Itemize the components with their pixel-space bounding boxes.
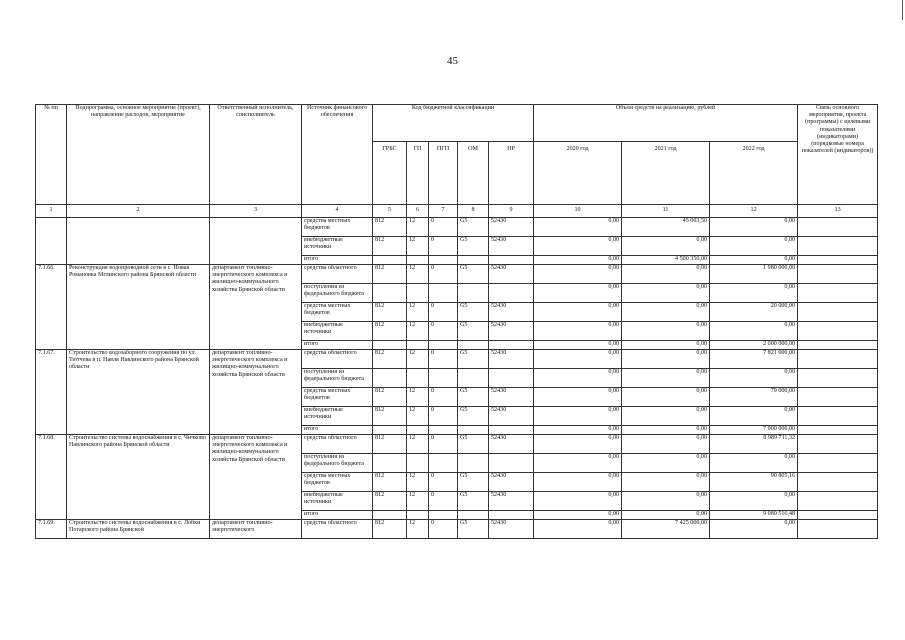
cell-gp <box>407 454 429 473</box>
cell-source: внебюджетные источники <box>302 492 373 511</box>
cell-2022: 0,00 <box>710 454 798 473</box>
cell-source: поступления из федерального бюджета <box>302 454 373 473</box>
col-header-volume: Объем средств на реализацию, рублей <box>534 105 798 142</box>
cell-pgp: 0 <box>429 520 458 539</box>
col-number: 8 <box>458 205 489 218</box>
cell-2022: 90 805,16 <box>710 473 798 492</box>
cell-om: G5 <box>458 218 489 237</box>
col-header-2020: 2020 год <box>534 142 622 205</box>
cell-source: средства местных бюджетов <box>302 218 373 237</box>
cell-om <box>458 256 489 265</box>
table-row <box>36 350 878 369</box>
cell-2021: 45 003,50 <box>622 218 710 237</box>
table-row <box>36 435 878 454</box>
col-header-pgp: ПГП <box>429 142 458 205</box>
cell-link <box>798 369 878 388</box>
cell-2020: 0,00 <box>534 218 622 237</box>
cell-gp <box>407 256 429 265</box>
cell-om <box>458 341 489 350</box>
cell-2022: 2 000 000,00 <box>710 341 798 350</box>
cell-link <box>798 256 878 265</box>
cell-2020: 0,00 <box>534 473 622 492</box>
cell-om <box>458 284 489 303</box>
cell-grbs <box>373 511 407 520</box>
cell-2022: 0,00 <box>710 407 798 426</box>
cell-pgp: 0 <box>429 473 458 492</box>
cell-2022: 7 900 000,00 <box>710 426 798 435</box>
cell-grbs: 812 <box>373 322 407 341</box>
cell-gp <box>407 284 429 303</box>
cell-name: Строительство водозаборного сооружения по ул. Тютчева в п. Навля Навлинского района Брянской области <box>67 350 210 435</box>
cell-source: внебюджетные источники <box>302 407 373 426</box>
cell-2021: 7 425 000,00 <box>622 520 710 539</box>
cell-grbs <box>373 256 407 265</box>
cell-np: 52430 <box>489 218 534 237</box>
cell-2021: 0,00 <box>622 303 710 322</box>
cell-grbs: 812 <box>373 388 407 407</box>
cell-gp: 12 <box>407 520 429 539</box>
cell-pgp <box>429 426 458 435</box>
cell-np: 52430 <box>489 350 534 369</box>
cell-name: Строительство системы водоснабжения в с. Лобки Погарского района Брянской <box>67 520 210 539</box>
cell-np <box>489 511 534 520</box>
cell-om: G5 <box>458 237 489 256</box>
cell-source: итого <box>302 256 373 265</box>
cell-gp: 12 <box>407 218 429 237</box>
cell-2020: 0,00 <box>534 284 622 303</box>
cell-grbs: 812 <box>373 218 407 237</box>
cell-gp: 12 <box>407 303 429 322</box>
cell-responsible: департамент топливно-энергетического комплекса и жилищно-коммунального хозяйства Брянской области <box>210 350 302 435</box>
cell-np: 52430 <box>489 520 534 539</box>
cell-2022: 8 989 711,32 <box>710 435 798 454</box>
cell-2020: 0,00 <box>534 511 622 520</box>
cell-grbs: 812 <box>373 492 407 511</box>
cell-link <box>798 435 878 454</box>
cell-source: средства местных бюджетов <box>302 388 373 407</box>
cell-pgp: 0 <box>429 237 458 256</box>
cell-np <box>489 426 534 435</box>
cell-source: средства областного <box>302 350 373 369</box>
cell-2021: 0,00 <box>622 284 710 303</box>
cell-gp: 12 <box>407 407 429 426</box>
cell-om <box>458 454 489 473</box>
cell-grbs: 812 <box>373 435 407 454</box>
cell-2021: 0,00 <box>622 341 710 350</box>
cell-link <box>798 520 878 539</box>
cell-2022: 0,00 <box>710 284 798 303</box>
cell-pgp <box>429 284 458 303</box>
cell-2020: 0,00 <box>534 237 622 256</box>
cell-link <box>798 284 878 303</box>
cell-2022: 0,00 <box>710 322 798 341</box>
cell-2022: 0,00 <box>710 369 798 388</box>
cell-2020: 0,00 <box>534 435 622 454</box>
cell-name: Строительство системы водоснабжения в с. Чичково Навлинского района Брянской области <box>67 435 210 520</box>
col-number: 13 <box>798 205 878 218</box>
cell-2020: 0,00 <box>534 426 622 435</box>
cell-2022: 0,00 <box>710 237 798 256</box>
table-row <box>36 218 878 237</box>
cell-no <box>36 218 67 265</box>
cell-2021: 0,00 <box>622 435 710 454</box>
cell-source: средства местных бюджетов <box>302 473 373 492</box>
cell-name <box>67 218 210 265</box>
cell-gp: 12 <box>407 322 429 341</box>
cell-source: поступления из федерального бюджета <box>302 284 373 303</box>
cell-source: внебюджетные источники <box>302 237 373 256</box>
table-row <box>36 265 878 284</box>
cell-om: G5 <box>458 265 489 284</box>
col-header-2022: 2022 год <box>710 142 798 205</box>
col-number: 6 <box>407 205 429 218</box>
cell-source: поступления из федерального бюджета <box>302 369 373 388</box>
col-header-grbs: ГРБС <box>373 142 407 205</box>
cell-pgp <box>429 256 458 265</box>
cell-grbs <box>373 454 407 473</box>
cell-2022: 7 821 000,00 <box>710 350 798 369</box>
cell-link <box>798 388 878 407</box>
cell-source: внебюджетные источники <box>302 322 373 341</box>
table-row <box>36 520 878 539</box>
cell-grbs: 812 <box>373 237 407 256</box>
cell-om <box>458 426 489 435</box>
cell-pgp: 0 <box>429 435 458 454</box>
cell-om: G5 <box>458 435 489 454</box>
column-number-row <box>36 205 878 218</box>
cell-2021: 0,00 <box>622 454 710 473</box>
cell-np: 52430 <box>489 435 534 454</box>
cell-pgp: 0 <box>429 407 458 426</box>
cell-grbs: 812 <box>373 473 407 492</box>
cell-2021: 0,00 <box>622 426 710 435</box>
table-body <box>36 218 878 539</box>
cell-2020: 0,00 <box>534 303 622 322</box>
cell-2020: 0,00 <box>534 369 622 388</box>
cell-om: G5 <box>458 407 489 426</box>
cell-pgp <box>429 369 458 388</box>
cell-responsible: департамент топливно-энергетического комплекса и жилищно-коммунального хозяйства Брянской области <box>210 265 302 350</box>
cell-pgp <box>429 454 458 473</box>
cell-link <box>798 350 878 369</box>
cell-gp: 12 <box>407 350 429 369</box>
cell-2020: 0,00 <box>534 407 622 426</box>
cell-link <box>798 218 878 237</box>
cell-pgp: 0 <box>429 492 458 511</box>
cell-om <box>458 511 489 520</box>
cell-2020: 0,00 <box>534 454 622 473</box>
budget-table <box>35 104 878 539</box>
cell-pgp: 0 <box>429 218 458 237</box>
cell-link <box>798 303 878 322</box>
cell-np: 52430 <box>489 388 534 407</box>
cell-np: 52430 <box>489 322 534 341</box>
cell-grbs: 812 <box>373 407 407 426</box>
cell-np <box>489 454 534 473</box>
cell-link <box>798 407 878 426</box>
cell-2020: 0,00 <box>534 256 622 265</box>
cell-pgp <box>429 511 458 520</box>
cell-pgp: 0 <box>429 303 458 322</box>
cell-grbs <box>373 284 407 303</box>
col-header-link: Связь основного мероприятия, проекта (программы) с целевыми показателями (индикаторами) (порядковые номера показателей (индикаторов)) <box>798 105 878 205</box>
page-number: 45 <box>447 55 458 67</box>
col-number: 1 <box>36 205 67 218</box>
col-number: 4 <box>302 205 373 218</box>
cell-2022: 0,00 <box>710 492 798 511</box>
cell-2021: 0,00 <box>622 369 710 388</box>
cell-gp <box>407 426 429 435</box>
cell-2021: 4 500 350,00 <box>622 256 710 265</box>
col-number: 11 <box>622 205 710 218</box>
cell-gp <box>407 511 429 520</box>
cell-np <box>489 341 534 350</box>
cell-grbs: 812 <box>373 303 407 322</box>
cell-2020: 0,00 <box>534 388 622 407</box>
cell-grbs: 812 <box>373 265 407 284</box>
cell-om <box>458 369 489 388</box>
cell-2022: 0,00 <box>710 218 798 237</box>
cell-2021: 0,00 <box>622 265 710 284</box>
cell-pgp <box>429 341 458 350</box>
col-header-source: Источник финансового обеспечения <box>302 105 373 205</box>
col-header-kbk: Код бюджетной классификации <box>373 105 534 142</box>
cell-grbs <box>373 369 407 388</box>
col-number: 2 <box>67 205 210 218</box>
cell-2022: 9 080 516,48 <box>710 511 798 520</box>
cell-om: G5 <box>458 388 489 407</box>
cell-np: 52430 <box>489 473 534 492</box>
col-header-subprogram: Подпрограмма, основное мероприятие (проект), направление расходов, мероприятие <box>67 105 210 205</box>
cell-np <box>489 369 534 388</box>
cell-2020: 0,00 <box>534 350 622 369</box>
cell-om: G5 <box>458 492 489 511</box>
cell-2020: 0,00 <box>534 492 622 511</box>
col-header-om: ОМ <box>458 142 489 205</box>
col-number: 10 <box>534 205 622 218</box>
cell-pgp: 0 <box>429 322 458 341</box>
cell-no: 7.1.69. <box>36 520 67 539</box>
col-header-no: № пп <box>36 105 67 205</box>
cell-2020: 0,00 <box>534 322 622 341</box>
cell-source: итого <box>302 511 373 520</box>
cell-link <box>798 322 878 341</box>
cell-name: Реконструкция водопроводной сети в с. Новая Романовка Мглинского района Брянской области <box>67 265 210 350</box>
cell-np: 52430 <box>489 237 534 256</box>
cell-gp: 12 <box>407 388 429 407</box>
cell-2020: 0,00 <box>534 520 622 539</box>
cell-gp: 12 <box>407 492 429 511</box>
cell-2021: 0,00 <box>622 492 710 511</box>
cell-2021: 0,00 <box>622 322 710 341</box>
col-header-np: НР <box>489 142 534 205</box>
cell-pgp: 0 <box>429 265 458 284</box>
cell-grbs <box>373 426 407 435</box>
cell-source: средства местных бюджетов <box>302 303 373 322</box>
cell-om: G5 <box>458 520 489 539</box>
cell-link <box>798 454 878 473</box>
cell-responsible: департамент топливно-энергетического <box>210 520 302 539</box>
cell-link <box>798 492 878 511</box>
cell-pgp: 0 <box>429 388 458 407</box>
cell-np: 52430 <box>489 407 534 426</box>
cell-om: G5 <box>458 303 489 322</box>
col-header-gp: ГП <box>407 142 429 205</box>
cell-source: средства областного <box>302 265 373 284</box>
cell-no: 7.1.66. <box>36 265 67 350</box>
cell-2020: 0,00 <box>534 265 622 284</box>
cell-link <box>798 473 878 492</box>
cell-link <box>798 265 878 284</box>
cell-2022: 79 000,00 <box>710 388 798 407</box>
cell-2021: 0,00 <box>622 237 710 256</box>
cell-gp: 12 <box>407 473 429 492</box>
cell-om: G5 <box>458 350 489 369</box>
cell-link <box>798 426 878 435</box>
cell-2022: 1 980 000,00 <box>710 265 798 284</box>
cell-2021: 0,00 <box>622 473 710 492</box>
cell-2022: 0,00 <box>710 256 798 265</box>
cell-source: средства областного <box>302 520 373 539</box>
cell-2021: 0,00 <box>622 407 710 426</box>
scan-edge-mark <box>898 0 903 20</box>
col-number: 7 <box>429 205 458 218</box>
cell-gp: 12 <box>407 237 429 256</box>
cell-source: итого <box>302 341 373 350</box>
cell-2022: 0,00 <box>710 520 798 539</box>
cell-np: 52430 <box>489 303 534 322</box>
cell-gp: 12 <box>407 435 429 454</box>
cell-gp <box>407 369 429 388</box>
col-number: 12 <box>710 205 798 218</box>
cell-grbs: 812 <box>373 350 407 369</box>
cell-np: 52430 <box>489 265 534 284</box>
col-header-responsible: Ответственный исполнитель, соисполнитель <box>210 105 302 205</box>
cell-2020: 0,00 <box>534 341 622 350</box>
cell-responsible: департамент топливно-энергетического комплекса и жилищно-коммунального хозяйства Брянской области <box>210 435 302 520</box>
cell-np <box>489 284 534 303</box>
cell-link <box>798 237 878 256</box>
cell-2022: 20 000,00 <box>710 303 798 322</box>
cell-2021: 0,00 <box>622 511 710 520</box>
cell-np: 52430 <box>489 492 534 511</box>
cell-source: средства областного <box>302 435 373 454</box>
cell-np <box>489 256 534 265</box>
cell-gp <box>407 341 429 350</box>
cell-om: G5 <box>458 473 489 492</box>
col-number: 9 <box>489 205 534 218</box>
cell-om: G5 <box>458 322 489 341</box>
cell-gp: 12 <box>407 265 429 284</box>
cell-no: 7.1.67. <box>36 350 67 435</box>
col-header-2021: 2021 год <box>622 142 710 205</box>
cell-no: 7.1.68. <box>36 435 67 520</box>
cell-grbs: 812 <box>373 520 407 539</box>
col-number: 3 <box>210 205 302 218</box>
cell-link <box>798 511 878 520</box>
cell-link <box>798 341 878 350</box>
cell-2021: 0,00 <box>622 388 710 407</box>
cell-responsible <box>210 218 302 265</box>
cell-2021: 0,00 <box>622 350 710 369</box>
cell-pgp: 0 <box>429 350 458 369</box>
cell-source: итого <box>302 426 373 435</box>
col-number: 5 <box>373 205 407 218</box>
cell-grbs <box>373 341 407 350</box>
